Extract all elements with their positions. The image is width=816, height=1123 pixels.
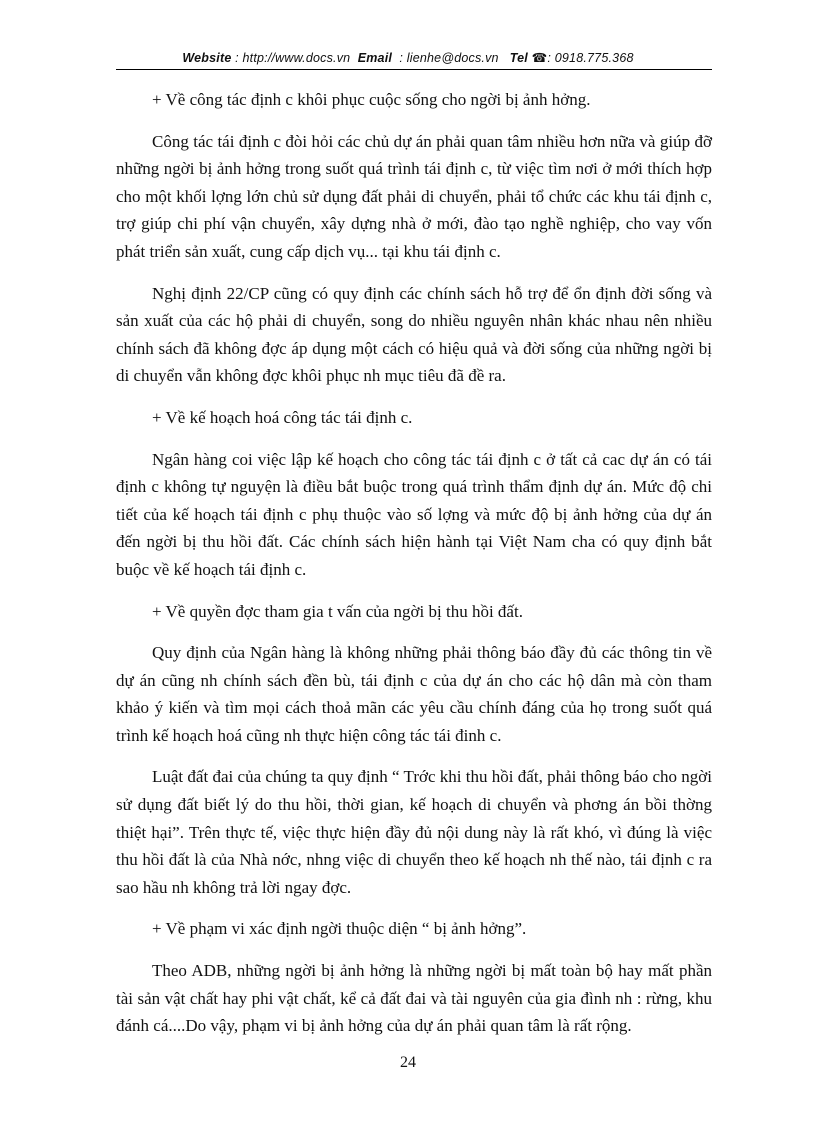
paragraph: Ngân hàng coi việc lập kế hoạch cho công tác tái định c ở tất cả cac dự án có tái định c không tự nguyện là điều bắt buộc trong quá trình thẩm định dự án. Mức độ chi tiết của kế hoạch tái định c phụ thuộc vào số lợng và mức độ bị ảnh hởng của dự án đến ngời bị thu hồi đất. Các chính sách hiện hành tại Việt Nam cha có quy định bắt buộc về kế hoạch tái định c. <box>116 449 712 579</box>
email-label: Email <box>357 51 393 65</box>
website-label: Website <box>182 51 232 65</box>
document-body <box>116 86 712 1054</box>
paragraph: Quy định của Ngân hàng là không những phải thông báo đầy đủ các thông tin về dự án cũng nh chính sách đền bù, tái định c của dự án cho các hộ dân mà còn tham khảo ý kiến và tìm mọi cách thoả mãn các yêu cầu chính đáng của họ trong suốt quá trình kế hoạch hoá cũng nh thực hiện công tác tái đinh c. <box>116 643 712 745</box>
paragraph: + Về kế hoạch hoá công tác tái định c. <box>152 407 413 427</box>
tel-label: Tel <box>509 51 528 65</box>
paragraph: + Về công tác định c khôi phục cuộc sống cho ngời bị ảnh hởng. <box>152 90 591 109</box>
paragraph: + Về phạm vi xác định ngời thuộc diện “ bị ảnh hởng”. <box>152 919 527 939</box>
paragraph: Công tác tái định c đòi hỏi các chủ dự án phải quan tâm nhiều hơn nữa và giúp đỡ những ngời bị ảnh hởng trong suốt quá trình tái định c, từ việc tìm nơi ở mới thích hợp cho một khối lợng lớn chủ sử dụng đất phải di chuyển, phải tổ chức các khu tái định c, trợ giúp chi phí vận chuyển, xây dựng nhà ở mới, đào tạo nghề nghiệp, cho vay vốn phát triển sản xuất, cung cấp dịch vụ... tại khu tái định c. <box>116 131 712 261</box>
header-divider <box>116 69 712 70</box>
paragraph: Theo ADB, những ngời bị ảnh hởng là những ngời bị mất toàn bộ hay mất phần tài sản vật chất hay phi vật chất, kể cả đất đai và tài nguyên của gia đình nh : rừng, khu đánh cá....Do vậy, phạm vi bị ảnh hởng của dự án phải quan tâm là rất rộng. <box>116 961 712 1036</box>
phone-icon: ☎ <box>531 51 548 65</box>
page-header <box>0 50 816 65</box>
paragraph: Nghị định 22/CP cũng có quy định các chính sách hỗ trợ để ổn định đời sống và sản xuất của các hộ phải di chuyển, song do nhiều nguyên nhân khác nhau nên nhiều chính sách đã không đợc áp dụng một cách có hiệu quả và đời sống của những ngời bị di chuyển vẫn không đợc khôi phục nh mục tiêu đã đề ra. <box>116 283 712 386</box>
paragraph: Luật đất đai của chúng ta quy định “ Trớc khi thu hồi đất, phải thông báo cho ngời sử dụng đất biết lý do thu hồi, thời gian, kế hoạch di chuyển và phơng án bồi thờng thiệt hại”. Trên thực tế, việc thực hiện đầy đủ nội dung này là rất khó, vì đúng là việc thu hồi đất là của Nhà nớc, nhng việc di chuyển theo kế hoạch nh thế nào, tái định c ra sao hầu nh không trả lời ngay đợc. <box>116 767 712 897</box>
paragraph: + Về quyền đợc tham gia t vấn của ngời bị thu hồi đất. <box>152 601 523 621</box>
page-number: 24 <box>400 1054 416 1071</box>
website-value: : http://www.docs.vn <box>235 51 351 65</box>
email-value: : lienhe@docs.vn <box>399 51 499 65</box>
tel-value: : 0918.775.368 <box>547 51 634 65</box>
